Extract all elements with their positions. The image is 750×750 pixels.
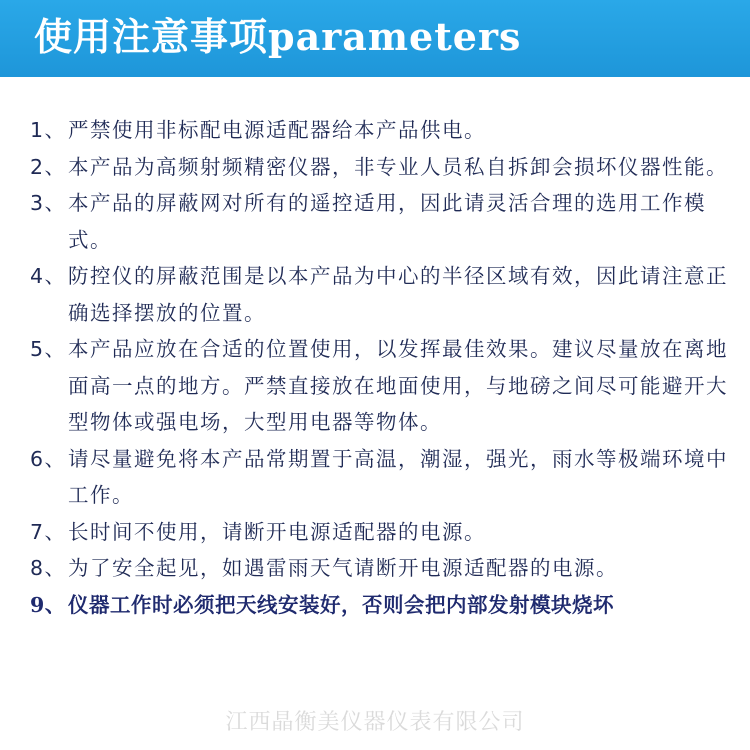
item-text: 长时间不使用，请断开电源适配器的电源。 [68, 519, 486, 544]
item-number: 4、 [30, 264, 67, 288]
item-text: 请尽量避免将本产品常期置于高温，潮湿，强光，雨水等极端环境中工作。 [68, 446, 728, 507]
item-number: 1、 [30, 118, 67, 142]
item-text: 仪器工作时必须把天线安装好，否则会把内部发射模块烧坏 [68, 592, 614, 617]
header-banner [0, 0, 750, 77]
list-item [30, 331, 730, 441]
list-item [30, 258, 730, 331]
notice-list [30, 112, 730, 623]
list-item [30, 514, 730, 551]
list-item [30, 441, 730, 514]
company-watermark: 江西晶衡美仪器仪表有限公司 [225, 710, 525, 735]
item-number: 3、 [30, 191, 67, 215]
item-number: 6、 [30, 446, 67, 471]
page-title: 使用注意事项parameters [34, 14, 522, 59]
item-text: 本产品的屏蔽网对所有的遥控适用，因此请灵活合理的选用工作模式。 [68, 191, 706, 252]
list-item-warning [30, 587, 730, 624]
list-item [30, 112, 730, 149]
item-text: 防控仪的屏蔽范围是以本产品为中心的半径区域有效，因此请注意正确选择摆放的位置。 [68, 264, 728, 325]
list-item [30, 185, 730, 258]
item-number: 8、 [30, 556, 67, 580]
item-number: 5、 [30, 337, 67, 361]
item-number: 9、 [30, 592, 66, 617]
item-text: 为了安全起见，如遇雷雨天气请断开电源适配器的电源。 [68, 556, 618, 580]
item-number: 2、 [30, 154, 67, 179]
item-text: 本产品为高频射频精密仪器，非专业人员私自拆卸会损坏仪器性能。 [68, 154, 728, 179]
list-item [30, 550, 730, 587]
item-text: 本产品应放在合适的位置使用，以发挥最佳效果。建议尽量放在离地面高一点的地方。严禁直接放在地面使用，与地磅之间尽可能避开大型物体或强电场，大型用电器等物体。 [68, 337, 728, 434]
item-text: 严禁使用非标配电源适配器给本产品供电。 [68, 118, 486, 142]
item-number: 7、 [30, 519, 67, 544]
list-item [30, 149, 730, 186]
